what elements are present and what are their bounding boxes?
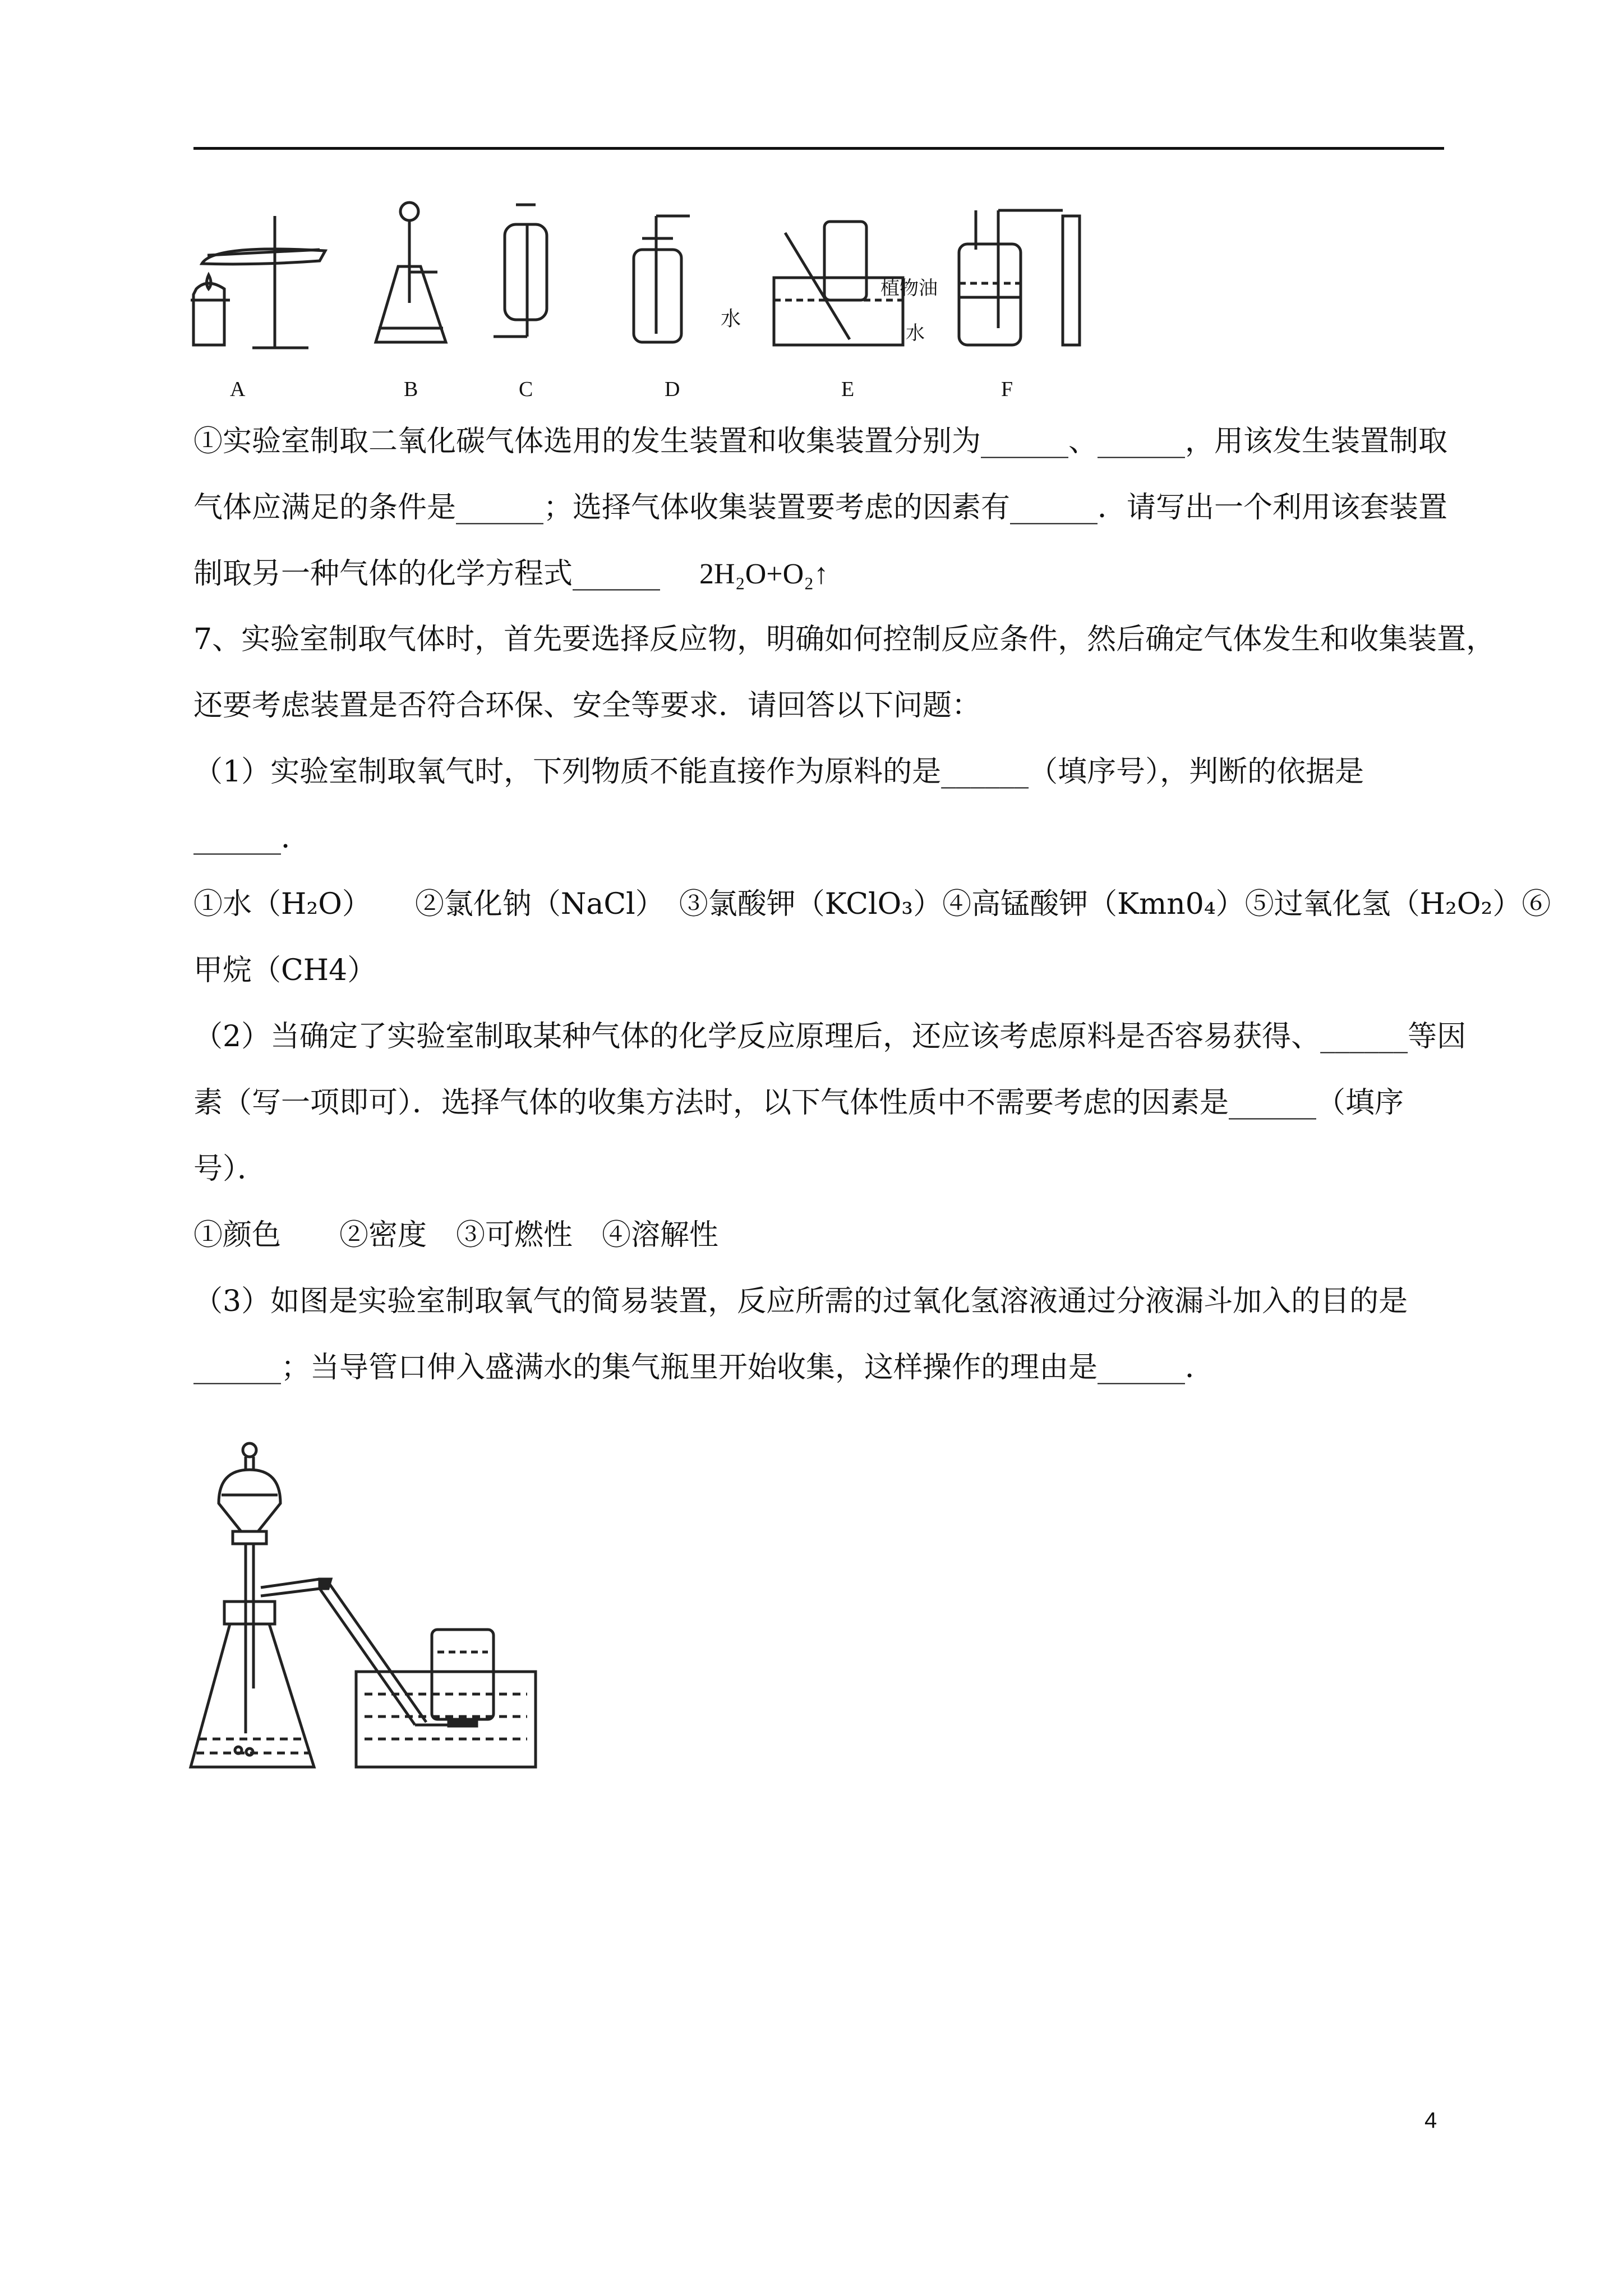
q6-equation: 2H₂O+O₂↑ — [699, 558, 829, 590]
label-b: B — [404, 378, 418, 401]
q6-line3-text: 制取另一种气体的化学方程式______ — [193, 557, 661, 591]
q6-line3 — [193, 557, 828, 591]
apparatus-figure — [191, 199, 1099, 401]
apparatus-c — [494, 205, 547, 337]
label-c: C — [519, 378, 533, 401]
q7-part2-options: ①颜色 ②密度 ③可燃性 ④溶解性 — [193, 1218, 719, 1252]
annot-water-e: 水 — [721, 307, 741, 330]
annot-water-f: 水 — [906, 323, 925, 344]
q7-part1-line2: ______． — [193, 821, 311, 855]
apparatus-b — [376, 203, 446, 342]
apparatus-labels — [191, 377, 1099, 399]
q7-part3-line1: （3）如图是实验室制取氧气的简易装置，反应所需的过氧化氢溶液通过分液漏斗加入的目的是 — [193, 1285, 1408, 1318]
header-rule — [193, 147, 1444, 150]
annot-oil-f: 植物油 — [880, 278, 938, 299]
apparatus-d — [634, 216, 690, 342]
q7-intro-line1: 7、实验室制取气体时，首先要选择反应物，明确如何控制反应条件，然后确定气体发生和收集装置， — [193, 623, 1496, 656]
label-a: A — [230, 378, 246, 401]
oxygen-apparatus-figure — [185, 1442, 544, 1778]
q7-part2-line3: 号）． — [193, 1152, 267, 1186]
label-f: F — [1001, 378, 1013, 401]
q6-line2: 气体应满足的条件是______；选择气体收集装置要考虑的因素有______．请写出一个利用该套装置 — [193, 491, 1448, 524]
label-e: E — [841, 378, 855, 401]
q7-part2-line2: 素（写一项即可）．选择气体的收集方法时，以下气体性质中不需要考虑的因素是______（填序 — [193, 1086, 1404, 1120]
apparatus-a — [191, 216, 325, 348]
apparatus-f — [959, 210, 1080, 345]
q6-line1: ①实验室制取二氧化碳气体选用的发生装置和收集装置分别为______、______，用该发生装置制取 — [193, 425, 1448, 458]
q7-part3-line2: ______；当导管口伸入盛满水的集气瓶里开始收集，这样操作的理由是______． — [193, 1351, 1215, 1384]
page-number: 4 — [1424, 2108, 1437, 2133]
q7-options-line2: 甲烷（CH4） — [193, 954, 377, 987]
q7-options-line1: ①水（H₂O） ②氯化钠（NaCl） ③氯酸钾（KClO₃）④高锰酸钾（Kmn0₄）⑤过氧化氢（H₂O₂）⑥ — [193, 887, 1551, 921]
label-d: D — [665, 378, 680, 401]
q7-part1-line1: （1）实验室制取氧气时，下列物质不能直接作为原料的是______（填序号），判断的依据是 — [193, 755, 1364, 789]
q7-intro-line2: 还要考虑装置是否符合环保、安全等要求．请回答以下问题： — [193, 689, 981, 723]
q7-part2-line1: （2）当确定了实验室制取某种气体的化学反应原理后，还应该考虑原料是否容易获得、______等因 — [193, 1020, 1467, 1053]
